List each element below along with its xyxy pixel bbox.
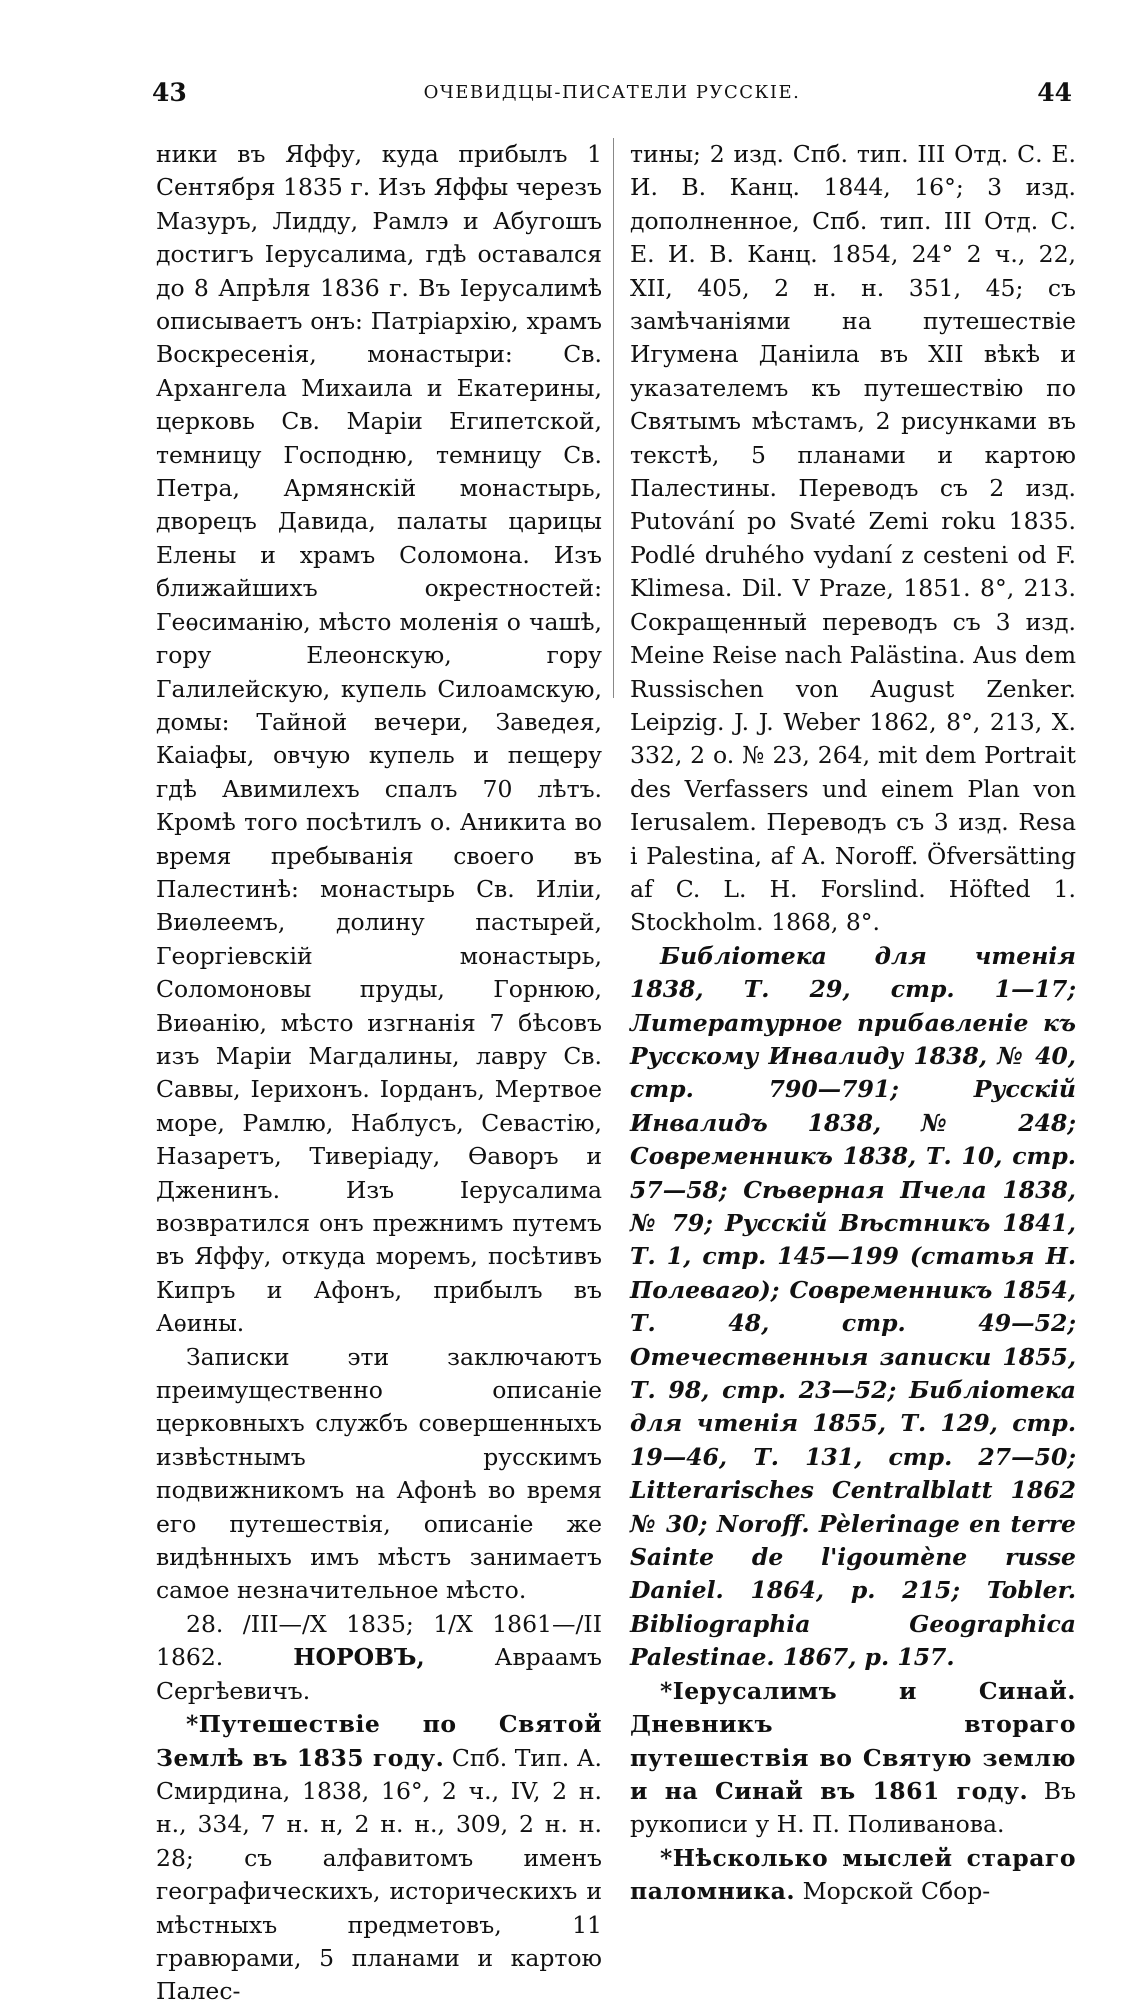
- running-title: ОЧЕВИДЦЫ-ПИСАТЕЛИ РУССКІЕ.: [423, 82, 801, 103]
- paragraph-route: ники въ Яффу, куда прибылъ 1 Сентября 1835 г. Изъ Яффы черезъ Мазуръ, Лидду, Рамлэ и Абугошъ достигъ Іерусалима, гдѣ оставался до 8 Апрѣля 1836 г. Въ Іерусалимѣ описываетъ онъ: Патріархію, храмъ Воскресенія, монастыри: Св. Архангела Михаила и Екатерины, церковь Св. Маріи Египетской, темницу Господню, темницу Св. Петра, Армянскій монастырь, дворецъ Давида, палаты царицы Елены и храмъ Соломона. Изъ ближайшихъ окрестностей: Геѳсиманію, мѣсто моленія о чашѣ, гору Елеонскую, гору Галилейскую, купель Силоамскую, домы: Тайной вечери, Заведея, Каіафы, овчую купель и пещеру гдѣ Авимилехъ спалъ 70 лѣтъ. Кромѣ того посѣтилъ о. Аникита во время пребыванія своего въ Палестинѣ: монастырь Св. Иліи, Виѳлеемъ, долину пастырей, Георгіевскій монастырь, Соломоновы пруды, Горнюю, Виѳанію, мѣсто изгнанія 7 бѣсовъ изъ Маріи Магдалины, лавру Св. Саввы, Іерихонъ. Іорданъ, Мертвое море, Рамлю, Наблусъ, Севастію, Назаретъ, Тиверіаду, Ѳаворъ и Дженинъ. Изъ Іерусалима возвратился онъ прежнимъ путемъ въ Яффу, откуда моремъ, посѣтивъ Кипръ и Афонъ, прибылъ въ Аѳины.: [156, 140, 602, 1338]
- editions-text-c: Сокращенный переводъ съ 3 изд.: [630, 607, 1076, 636]
- page-number-right: 44: [1037, 78, 1072, 107]
- paragraph-references: Библіотека для чтенія 1838, Т. 29, стр. 1—17; Литературное прибавленіе къ Русскому Инвалиду 1838, № 40, стр. 790—791; Русскій Инвалидъ 1838, № 248; Современникъ 1838, Т. 10, стр. 57—58; Сѣверная Пчела 1838, № 79; Русскій Вѣстникъ 1841, Т. 1, стр. 145—199 (статья Н. Полеваго); Современникъ 1854, Т. 48, стр. 49—52; Отечественныя записки 1855, Т. 98, стр. 23—52; Библіотека для чтенія 1855, Т. 129, стр. 19—46, Т. 131, стр. 27—50; Litterarisches Centralblatt 1862 № 30; Noroff. Pèlerinage en terre Sainte de l'igoumène russe Daniel. 1864, p. 215; Tobler. Bibliographia Geographica Palestinae. 1867, p. 157.: [630, 941, 1076, 1672]
- column-divider: [613, 138, 614, 698]
- work-desc-3: Морской Сбор-: [802, 1877, 991, 1906]
- right-column: [630, 138, 1076, 1906]
- editions-text-e: Переводъ съ 3 изд.: [766, 808, 1009, 837]
- paragraph-editions: [630, 138, 1076, 940]
- work-desc-2: Въ рукописи у Н. П. Поливанова.: [630, 1776, 1076, 1839]
- editions-czech: Putování po Svaté Zemi roku 1835. Podlé druhého vydaní z cesteni od F. Klimesa. Dil. V Praze, 1851. 8°, 213.: [630, 507, 1076, 603]
- work-desc-1: Спб. Тип. А. Смирдина, 1838, 16°, 2 ч., IV, 2 н. н., 334, 7 н. н, 2 н. н., 309, 2 н. н. 28; съ алфавитомъ именъ географическихъ, историческихъ и мѣстныхъ предметовъ, 11 гравюрами, 5 планами и картою Палес-: [156, 1743, 602, 2006]
- entry-number: 28.: [186, 1609, 224, 1638]
- work-title-3: *Нѣсколько мыслей стараго паломника.: [630, 1843, 1076, 1906]
- work-entry-3: [630, 1842, 1076, 1909]
- page-number-left: 43: [152, 78, 187, 107]
- work-title-1: *Путешествіе по Святой Землѣ въ 1835 году.: [156, 1710, 602, 1772]
- entry-dates: /III—/X 1835; 1/X 1861—/II 1862.: [156, 1609, 602, 1672]
- entry-28: [156, 1608, 602, 1708]
- entry-name: Авраамъ Сергѣевичъ.: [156, 1643, 602, 1705]
- editions-text-a: тины; 2 изд. Спб. тип. III Отд. С. Е. И. В. Канц. 1844, 16°; 3 изд. дополненное, Спб. тип. III Отд. С. Е. И. В. Канц. 1854, 24° 2 ч., 22, XII, 405, 2 н. н. 351, 45; съ замѣчаніями на путешествіе Игумена Даніила въ XII вѣкѣ и указателемъ къ путешествію по Святымъ мѣстамъ, 2 рисунками въ текстѣ, 5 планами и картою Палестины. Переводъ съ 2 изд.: [630, 140, 1076, 503]
- left-column: [156, 138, 602, 2006]
- paragraph-notes: Записки эти заключаютъ преимущественно описаніе церковныхъ службъ совершенныхъ извѣстнымъ русскимъ подвижникомъ на Афонѣ во время его путешествія, описаніе же видѣнныхъ имъ мѣстъ занимаетъ самое незначительное мѣсто.: [156, 1342, 602, 1605]
- work-entry-1: [156, 1708, 602, 2009]
- work-title-2: *Іерусалимъ и Синай. Дневникъ втораго путешествія во Святую землю и на Синай въ 1861 году.: [630, 1676, 1076, 1805]
- editions-swedish: Resa i Palestina, af A. Noroff. Öfversätting af C. L. H. Forslind. Höfted 1. Stockholm. 1868, 8°.: [630, 808, 1076, 937]
- editions-german: Meine Reise nach Palästina. Aus dem Russischen von August Zenker. Leipzig. J. J. Weber 1862, 8°, 213, X. 332, 2 o. № 23, 264, mit dem Portrait des Verfassers und einem Plan von Ierusalem.: [630, 641, 1076, 837]
- entry-surname: НОРОВЪ,: [293, 1643, 425, 1672]
- work-entry-2: [630, 1675, 1076, 1842]
- page-header: [152, 78, 1072, 114]
